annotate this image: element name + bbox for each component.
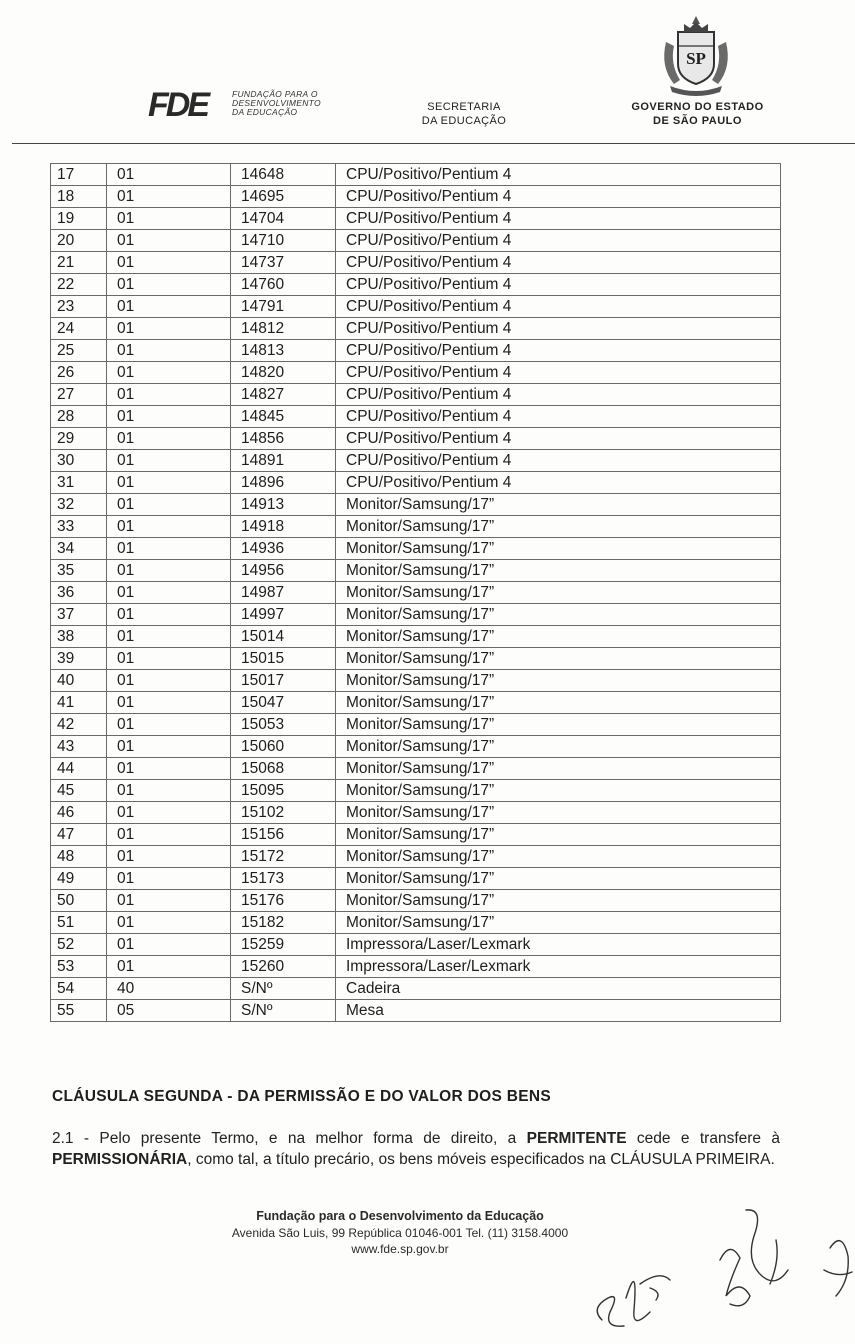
quantity-cell: 01 [107,736,231,758]
description-cell: Monitor/Samsung/17” [336,692,781,714]
table-row [51,164,781,186]
clause-text-part: , como tal, a título precário, os bens móveis especificados na CLÁUSULA PRIMEIRA. [187,1151,775,1168]
quantity-cell: 01 [107,758,231,780]
quantity-cell: 01 [107,230,231,252]
clause-paragraph [52,1128,780,1170]
item-number-cell: 39 [51,648,107,670]
quantity-cell: 01 [107,406,231,428]
item-number-cell: 31 [51,472,107,494]
patrimony-number-cell: 15176 [231,890,336,912]
quantity-cell: 01 [107,912,231,934]
quantity-cell: 01 [107,714,231,736]
description-cell: CPU/Positivo/Pentium 4 [336,428,781,450]
item-number-cell: 36 [51,582,107,604]
quantity-cell: 01 [107,934,231,956]
description-cell: CPU/Positivo/Pentium 4 [336,164,781,186]
item-number-cell: 40 [51,670,107,692]
item-number-cell: 28 [51,406,107,428]
description-cell: Monitor/Samsung/17” [336,912,781,934]
fde-logo-line: FUNDAÇÃO PARA O [232,89,318,99]
government-label [615,100,780,128]
footer-address: Avenida São Luis, 99 República 01046-001 Tel. (11) 3158.4000 [231,1226,569,1240]
government-line: GOVERNO DO ESTADO [631,101,764,113]
item-number-cell: 53 [51,956,107,978]
patrimony-number-cell: 15172 [231,846,336,868]
item-number-cell: 46 [51,802,107,824]
patrimony-number-cell: 14918 [231,516,336,538]
description-cell: CPU/Positivo/Pentium 4 [336,252,781,274]
patrimony-number-cell: 14856 [231,428,336,450]
patrimony-number-cell: 15102 [231,802,336,824]
description-cell: Monitor/Samsung/17” [336,758,781,780]
quantity-cell: 01 [107,274,231,296]
description-cell: Monitor/Samsung/17” [336,494,781,516]
description-cell: Monitor/Samsung/17” [336,890,781,912]
table-row [51,274,781,296]
quantity-cell: 01 [107,692,231,714]
patrimony-number-cell: 15260 [231,956,336,978]
table-row [51,780,781,802]
patrimony-number-cell: 14913 [231,494,336,516]
patrimony-number-cell: 14956 [231,560,336,582]
patrimony-number-cell: 14820 [231,362,336,384]
description-cell: Monitor/Samsung/17” [336,626,781,648]
quantity-cell: 01 [107,472,231,494]
secretaria-line: SECRETARIA [427,101,501,113]
quantity-cell: 01 [107,890,231,912]
crest-letters: SP [686,49,706,68]
permitente-term: PERMITENTE [526,1130,627,1147]
table-row [51,560,781,582]
patrimony-number-cell: 14987 [231,582,336,604]
fde-logo-mark: FDE [148,86,207,124]
patrimony-number-cell: 15182 [231,912,336,934]
description-cell: CPU/Positivo/Pentium 4 [336,406,781,428]
patrimony-number-cell: 14710 [231,230,336,252]
description-cell: Monitor/Samsung/17” [336,802,781,824]
table-row [51,1000,781,1022]
description-cell: Monitor/Samsung/17” [336,648,781,670]
quantity-cell: 01 [107,340,231,362]
table-row [51,186,781,208]
clause-title: CLÁUSULA SEGUNDA - DA PERMISSÃO E DO VALOR DOS BENS [52,1088,551,1105]
page-footer [180,1208,620,1257]
table-row [51,890,781,912]
quantity-cell: 01 [107,318,231,340]
quantity-cell: 01 [107,252,231,274]
item-number-cell: 19 [51,208,107,230]
table-row [51,208,781,230]
item-number-cell: 34 [51,538,107,560]
quantity-cell: 01 [107,296,231,318]
table-row [51,626,781,648]
table-row [51,736,781,758]
footer-org-name: Fundação para o Desenvolvimento da Educação [256,1209,544,1223]
item-number-cell: 29 [51,428,107,450]
quantity-cell: 01 [107,626,231,648]
description-cell: Monitor/Samsung/17” [336,560,781,582]
table-row [51,978,781,1000]
description-cell: Impressora/Laser/Lexmark [336,934,781,956]
patrimony-number-cell: 14845 [231,406,336,428]
table-row [51,252,781,274]
patrimony-number-cell: 14812 [231,318,336,340]
item-number-cell: 42 [51,714,107,736]
table-row [51,912,781,934]
government-line: DE SÃO PAULO [653,115,742,127]
patrimony-number-cell: 15173 [231,868,336,890]
table-row [51,318,781,340]
description-cell: CPU/Positivo/Pentium 4 [336,472,781,494]
item-number-cell: 24 [51,318,107,340]
patrimony-number-cell: 15156 [231,824,336,846]
table-row [51,714,781,736]
table-row [51,384,781,406]
item-number-cell: 21 [51,252,107,274]
item-number-cell: 32 [51,494,107,516]
table-row [51,230,781,252]
description-cell: CPU/Positivo/Pentium 4 [336,274,781,296]
patrimony-number-cell: 14936 [231,538,336,560]
quantity-cell: 01 [107,428,231,450]
table-row [51,934,781,956]
description-cell: Monitor/Samsung/17” [336,604,781,626]
patrimony-number-cell: 15015 [231,648,336,670]
quantity-cell: 01 [107,780,231,802]
quantity-cell: 40 [107,978,231,1000]
patrimony-number-cell: 14827 [231,384,336,406]
patrimony-number-cell: 14737 [231,252,336,274]
permissionaria-term: PERMISSIONÁRIA [52,1151,188,1168]
description-cell: Impressora/Laser/Lexmark [336,956,781,978]
description-cell: Monitor/Samsung/17” [336,736,781,758]
item-number-cell: 47 [51,824,107,846]
item-number-cell: 51 [51,912,107,934]
quantity-cell: 01 [107,824,231,846]
item-number-cell: 27 [51,384,107,406]
quantity-cell: 01 [107,494,231,516]
description-cell: CPU/Positivo/Pentium 4 [336,208,781,230]
table-row [51,296,781,318]
item-number-cell: 33 [51,516,107,538]
clause-text-part: cede e transfere à [626,1130,781,1147]
patrimony-number-cell: 15259 [231,934,336,956]
fde-logo-text [232,90,321,117]
patrimony-number-cell: 14896 [231,472,336,494]
quantity-cell: 01 [107,538,231,560]
item-number-cell: 49 [51,868,107,890]
item-number-cell: 22 [51,274,107,296]
quantity-cell: 01 [107,384,231,406]
patrimony-number-cell: 14760 [231,274,336,296]
table-row [51,340,781,362]
patrimony-number-cell: 14695 [231,186,336,208]
table-row [51,846,781,868]
description-cell: Monitor/Samsung/17” [336,538,781,560]
description-cell: CPU/Positivo/Pentium 4 [336,296,781,318]
item-number-cell: 43 [51,736,107,758]
description-cell: CPU/Positivo/Pentium 4 [336,230,781,252]
quantity-cell: 01 [107,670,231,692]
table-row [51,692,781,714]
table-row [51,516,781,538]
description-cell: Mesa [336,1000,781,1022]
item-number-cell: 30 [51,450,107,472]
description-cell: Cadeira [336,978,781,1000]
description-cell: CPU/Positivo/Pentium 4 [336,340,781,362]
patrimony-number-cell: S/Nº [231,1000,336,1022]
quantity-cell: 01 [107,582,231,604]
item-number-cell: 48 [51,846,107,868]
quantity-cell: 01 [107,164,231,186]
table-row [51,362,781,384]
table-row [51,648,781,670]
patrimony-number-cell: 14648 [231,164,336,186]
item-number-cell: 25 [51,340,107,362]
table-row [51,428,781,450]
page-header [0,0,855,150]
table-row [51,472,781,494]
description-cell: Monitor/Samsung/17” [336,780,781,802]
patrimony-number-cell: 15068 [231,758,336,780]
item-number-cell: 52 [51,934,107,956]
clause-text-part: 2.1 - Pelo presente Termo, e na melhor forma de direito, a [52,1130,527,1147]
table-row [51,538,781,560]
item-number-cell: 20 [51,230,107,252]
description-cell: Monitor/Samsung/17” [336,714,781,736]
description-cell: CPU/Positivo/Pentium 4 [336,362,781,384]
header-divider [12,143,855,144]
table-row [51,868,781,890]
secretaria-line: DA EDUCAÇÃO [421,115,507,127]
quantity-cell: 05 [107,1000,231,1022]
description-cell: Monitor/Samsung/17” [336,582,781,604]
quantity-cell: 01 [107,604,231,626]
table-row [51,802,781,824]
patrimony-number-cell: 14997 [231,604,336,626]
fde-logo-line: DESENVOLVIMENTO [232,98,321,108]
item-number-cell: 50 [51,890,107,912]
description-cell: CPU/Positivo/Pentium 4 [336,318,781,340]
items-table-body [51,164,781,1022]
table-row [51,824,781,846]
item-number-cell: 35 [51,560,107,582]
table-row [51,670,781,692]
patrimony-number-cell: 14813 [231,340,336,362]
quantity-cell: 01 [107,868,231,890]
patrimony-number-cell: 15095 [231,780,336,802]
patrimony-number-cell: 14791 [231,296,336,318]
fde-logo-line: DA EDUCAÇÃO [232,107,298,117]
patrimony-number-cell: 15060 [231,736,336,758]
description-cell: Monitor/Samsung/17” [336,670,781,692]
quantity-cell: 01 [107,846,231,868]
table-row [51,450,781,472]
quantity-cell: 01 [107,560,231,582]
patrimony-number-cell: S/Nº [231,978,336,1000]
item-number-cell: 54 [51,978,107,1000]
table-row [51,494,781,516]
sao-paulo-crest-icon [656,12,736,98]
item-number-cell: 17 [51,164,107,186]
table-row [51,758,781,780]
table-row [51,604,781,626]
description-cell: Monitor/Samsung/17” [336,868,781,890]
quantity-cell: 01 [107,450,231,472]
description-cell: Monitor/Samsung/17” [336,846,781,868]
quantity-cell: 01 [107,208,231,230]
quantity-cell: 01 [107,648,231,670]
quantity-cell: 01 [107,186,231,208]
quantity-cell: 01 [107,516,231,538]
table-row [51,956,781,978]
item-number-cell: 23 [51,296,107,318]
footer-website: www.fde.sp.gov.br [351,1242,449,1256]
description-cell: Monitor/Samsung/17” [336,824,781,846]
quantity-cell: 01 [107,956,231,978]
handwritten-signatures-icon [580,1200,855,1344]
table-row [51,406,781,428]
item-number-cell: 45 [51,780,107,802]
item-number-cell: 38 [51,626,107,648]
secretaria-label [400,100,528,128]
items-table [50,163,781,1022]
quantity-cell: 01 [107,802,231,824]
patrimony-number-cell: 14891 [231,450,336,472]
description-cell: CPU/Positivo/Pentium 4 [336,384,781,406]
item-number-cell: 18 [51,186,107,208]
quantity-cell: 01 [107,362,231,384]
patrimony-number-cell: 15014 [231,626,336,648]
patrimony-number-cell: 14704 [231,208,336,230]
patrimony-number-cell: 15053 [231,714,336,736]
patrimony-number-cell: 15017 [231,670,336,692]
item-number-cell: 41 [51,692,107,714]
fde-logo [148,86,328,126]
description-cell: CPU/Positivo/Pentium 4 [336,450,781,472]
table-row [51,582,781,604]
item-number-cell: 55 [51,1000,107,1022]
description-cell: Monitor/Samsung/17” [336,516,781,538]
item-number-cell: 26 [51,362,107,384]
item-number-cell: 37 [51,604,107,626]
patrimony-number-cell: 15047 [231,692,336,714]
description-cell: CPU/Positivo/Pentium 4 [336,186,781,208]
item-number-cell: 44 [51,758,107,780]
